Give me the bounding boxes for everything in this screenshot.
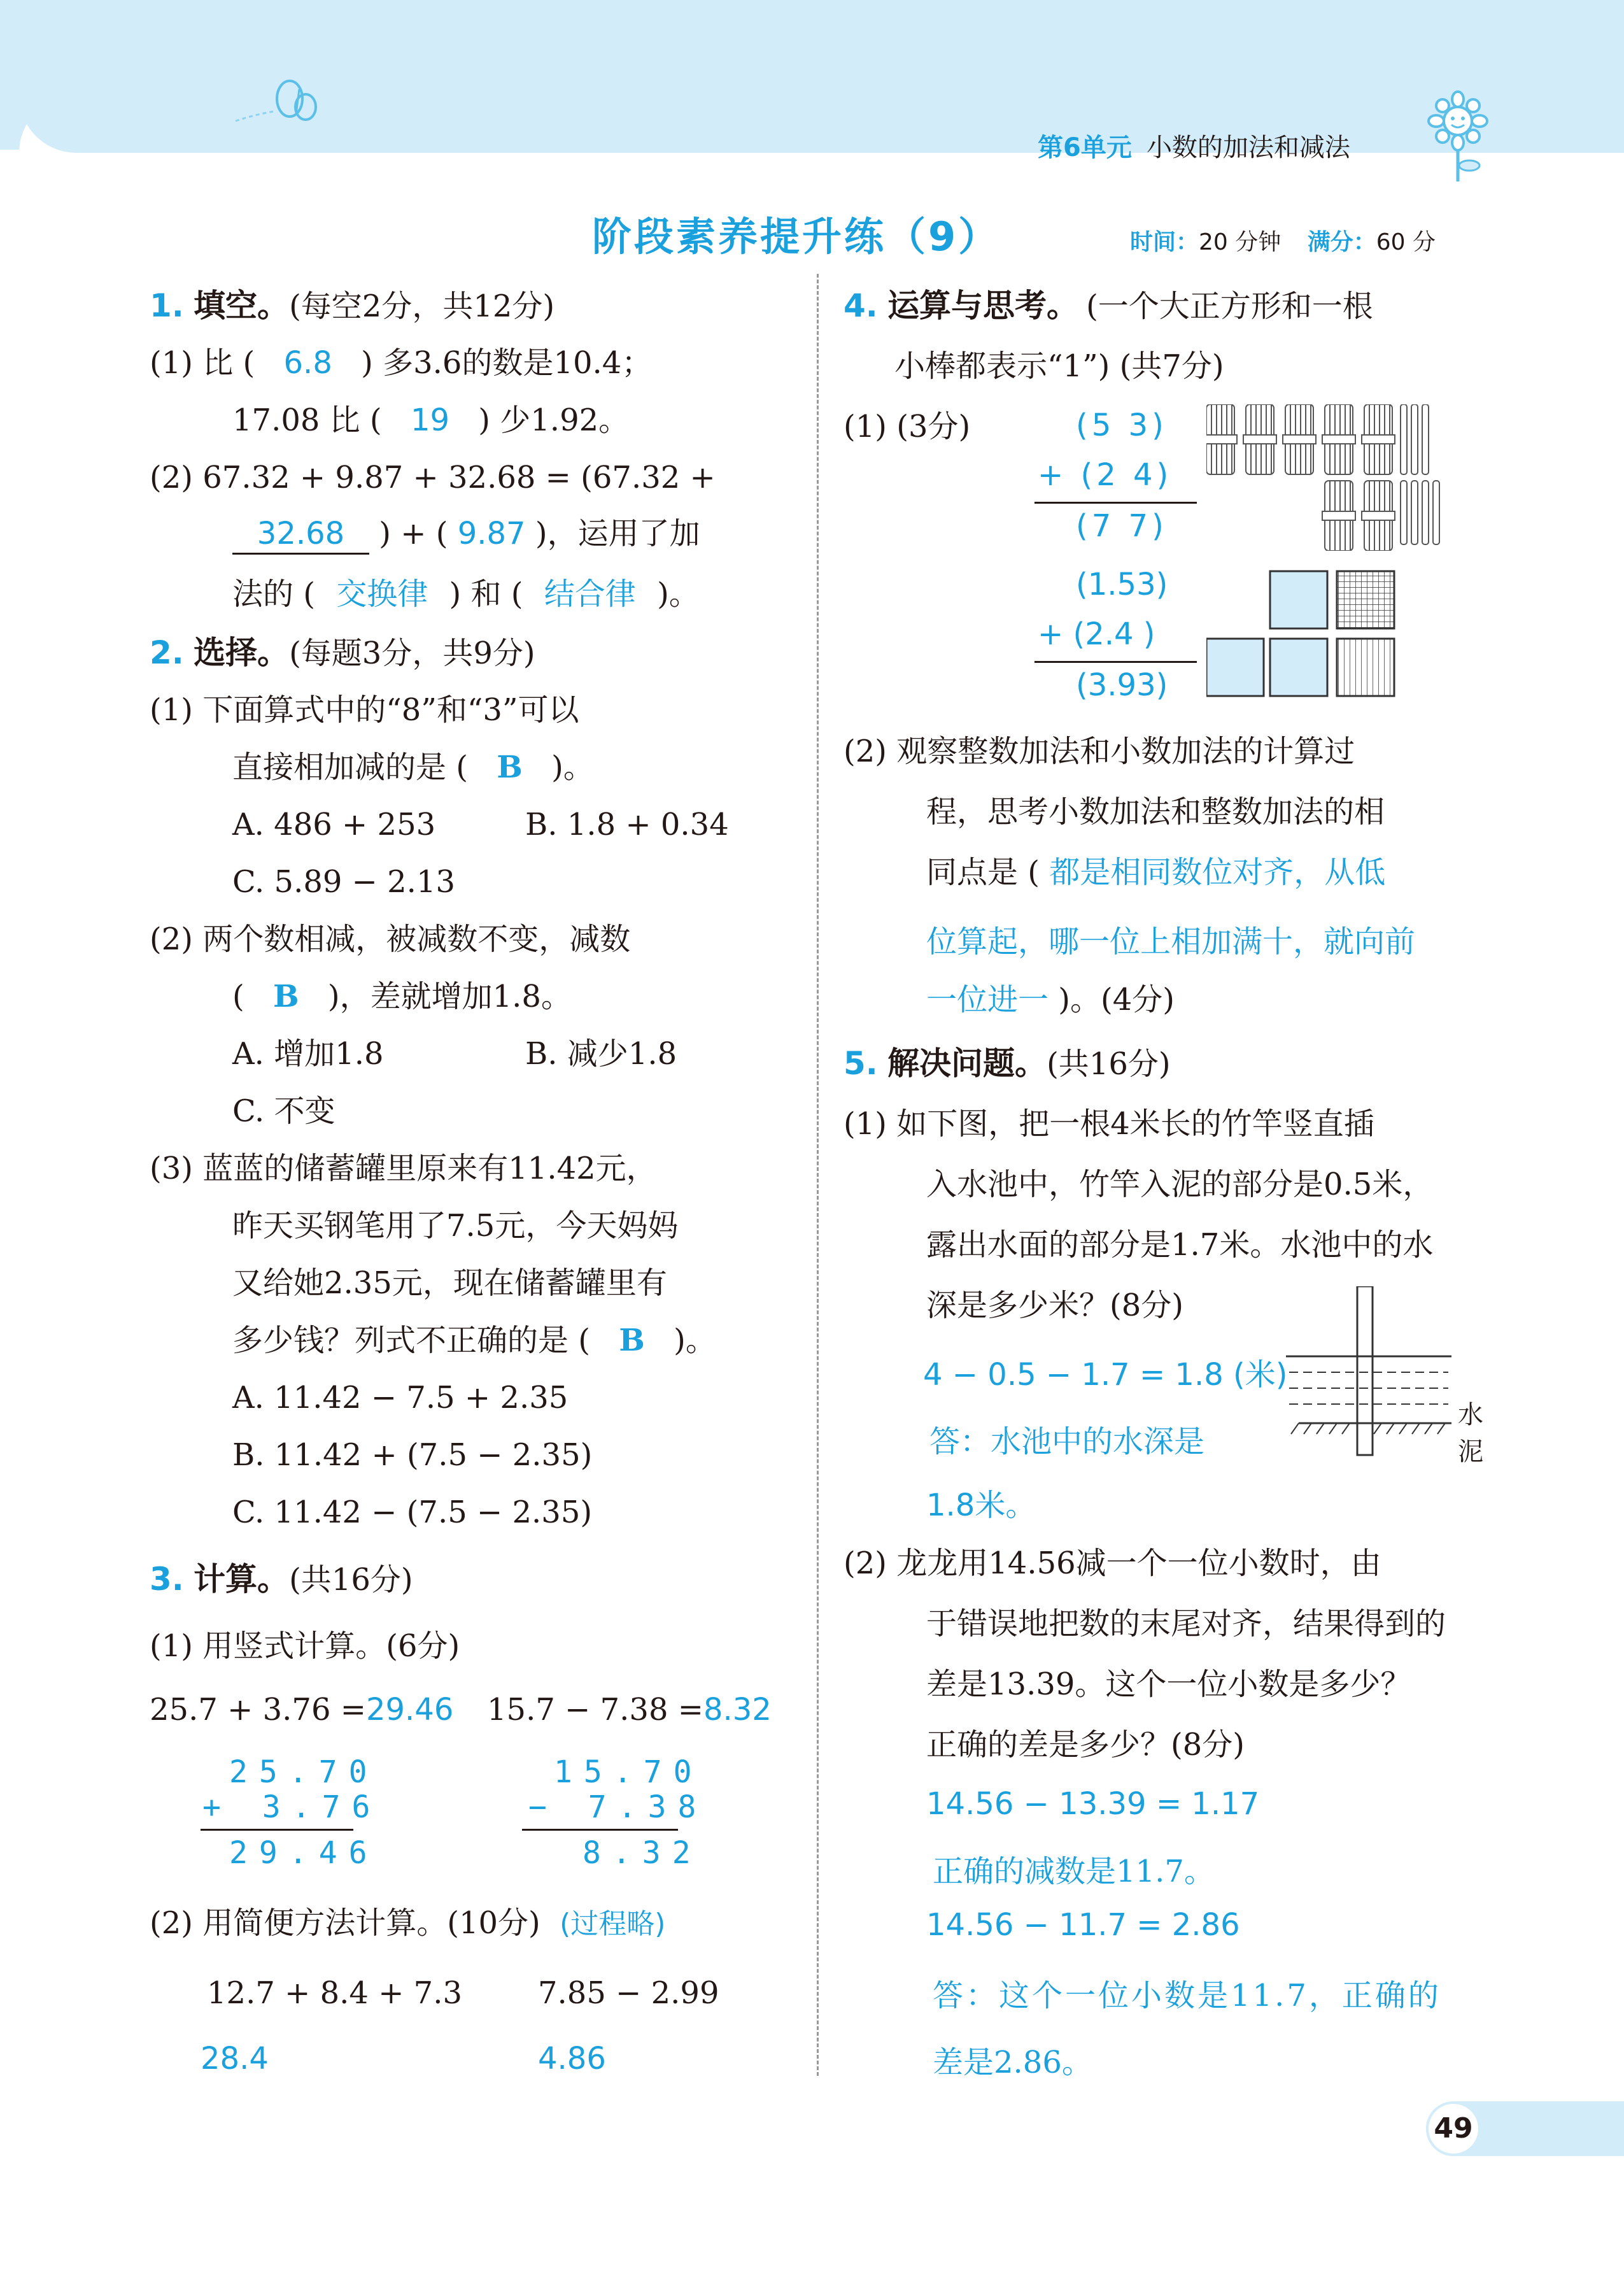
q1-title: 填空。 bbox=[194, 287, 290, 324]
q3-expr1-text: 25.7 + 3.76 = bbox=[150, 1692, 366, 1728]
q2-p2-text-b: )，差就增加1.8。 bbox=[327, 979, 572, 1014]
q1-p2-answer4: 结合律 bbox=[544, 576, 636, 612]
q2-p3-optA: A. 11.42 − 7.5 + 2.35 bbox=[232, 1380, 568, 1416]
unit-header bbox=[1038, 127, 1350, 164]
time-label: 时间： bbox=[1130, 229, 1199, 255]
vcalc2-row3: 8.32 bbox=[583, 1835, 702, 1871]
q5-p1-line4: 深是多少米？(8分) bbox=[926, 1288, 1183, 1323]
q3-expr3-answer: 28.4 bbox=[201, 2041, 269, 2077]
butterfly-icon bbox=[229, 76, 325, 134]
vcalc2-row2: − 7.38 bbox=[528, 1789, 708, 1825]
q1-p1-text-a: (1) 比 ( bbox=[150, 345, 255, 381]
sunflower-icon bbox=[1420, 89, 1496, 185]
q4-title: 运算与思考。 bbox=[887, 287, 1079, 324]
q2-p2-optB: B. 减少1.8 bbox=[525, 1036, 677, 1072]
q2-p2-answer: B bbox=[273, 979, 299, 1014]
q4-add2-row2: + (2.4 ) bbox=[1038, 616, 1155, 652]
unit-label: 第6单元 bbox=[1038, 133, 1132, 162]
q3-expr1-answer: 29.46 bbox=[365, 1692, 454, 1728]
q3-expr3: 12.7 + 8.4 + 7.3 bbox=[207, 1975, 463, 2011]
q1-p2-text-d: ) 和 ( bbox=[449, 576, 523, 612]
q1-p2-answer1: 32.68 bbox=[232, 515, 369, 555]
q2-p2-optC: C. 不变 bbox=[232, 1093, 335, 1129]
q3-heading bbox=[150, 1560, 413, 1599]
q2-heading bbox=[150, 634, 535, 672]
q4-p2-answer2: 位算起，哪一位上相加满十，就向前 bbox=[926, 924, 1416, 960]
q3-p2 bbox=[150, 1904, 665, 1943]
q3-p2-text: (2) 用简便方法计算。(10分) bbox=[150, 1905, 540, 1941]
q2-p3-text-b: )。 bbox=[674, 1323, 716, 1358]
q2-p2-text-a: ( bbox=[232, 979, 244, 1014]
q4-add1-line bbox=[1034, 502, 1197, 504]
q3-expr2 bbox=[487, 1691, 772, 1729]
q4-p2-line3 bbox=[926, 853, 1385, 891]
q1-p1-line2 bbox=[232, 401, 629, 439]
q2-p1-line2 bbox=[232, 748, 594, 786]
q4-add1-row2: + (2 4) bbox=[1038, 457, 1173, 493]
q4-add2-row1: (1.53) bbox=[1076, 567, 1168, 602]
q1-p1-text-c: 17.08 比 ( bbox=[232, 402, 382, 438]
vcalc2-row1: 15.70 bbox=[554, 1754, 703, 1790]
q4-add2-line bbox=[1034, 661, 1197, 663]
q5-p2-line2: 于错误地把数的末尾对齐，结果得到的 bbox=[926, 1606, 1446, 1642]
q5-title: 解决问题。 bbox=[887, 1045, 1047, 1082]
vcalc2-line bbox=[522, 1829, 678, 1831]
q1-p2-text-end: )，运用了加 bbox=[535, 516, 700, 551]
q3-expr1 bbox=[150, 1691, 453, 1729]
column-divider bbox=[817, 274, 819, 2076]
q4-p2-line2: 程，思考小数加法和整数加法的相 bbox=[926, 794, 1385, 830]
q5-number: 5. bbox=[844, 1045, 878, 1082]
q5-p1-answer3: 1.8米。 bbox=[926, 1487, 1036, 1523]
q1-p2-answer2: 9.87 bbox=[457, 516, 526, 551]
q2-p3-line1: (3) 蓝蓝的储蓄罐里原来有11.42元， bbox=[150, 1151, 657, 1186]
q1-p2-answer3: 交换律 bbox=[336, 576, 428, 612]
q4-p2-text-b: )。(4分) bbox=[1058, 982, 1175, 1018]
q2-p1-text-a: 直接相加减的是 ( bbox=[232, 749, 468, 785]
q5-heading bbox=[844, 1044, 1171, 1083]
q3-expr4: 7.85 − 2.99 bbox=[538, 1975, 719, 2011]
q2-p1-text-b: )。 bbox=[551, 749, 594, 785]
q2-p2-optA: A. 增加1.8 bbox=[232, 1036, 384, 1072]
q2-p3-line3: 又给她2.35元，现在储蓄罐里有 bbox=[232, 1265, 667, 1301]
q1-number: 1. bbox=[150, 287, 184, 324]
q1-heading bbox=[150, 287, 554, 325]
q3-title: 计算。 bbox=[194, 1561, 290, 1598]
time-value: 20 分钟 bbox=[1199, 229, 1282, 255]
unit-name: 小数的加法和减法 bbox=[1146, 133, 1350, 162]
q2-p3-answer: B bbox=[619, 1323, 645, 1358]
q4-p1: (1) (3分) bbox=[844, 409, 971, 444]
q4-p2-answer1: 都是相同数位对齐，从低 bbox=[1049, 855, 1386, 890]
q2-p1-line1: (1) 下面算式中的“8”和“3”可以 bbox=[150, 692, 579, 728]
vcalc1-line bbox=[201, 1829, 353, 1831]
q2-title: 选择。 bbox=[194, 634, 290, 671]
q4-heading bbox=[844, 287, 1373, 325]
q1-p2-text-mid: ) + ( bbox=[379, 516, 448, 551]
q2-p3-line2: 昨天买钢笔用了7.5元，今天妈妈 bbox=[232, 1208, 679, 1244]
q5-p1-line3: 露出水面的部分是1.7米。水池中的水 bbox=[926, 1227, 1434, 1263]
q4-score-line2: 小棒都表示“1”) (共7分) bbox=[894, 348, 1224, 384]
q2-p3-text-a: 多少钱？列式不正确的是 ( bbox=[232, 1323, 590, 1358]
q1-p2-text-e: )。 bbox=[657, 576, 700, 612]
q2-p1-optA: A. 486 + 253 bbox=[232, 807, 436, 842]
q3-p2-note: (过程略) bbox=[560, 1908, 666, 1940]
q1-p2-line2 bbox=[232, 515, 700, 555]
q5-p2-answer4: 答：这个一位小数是11.7，正确的 bbox=[933, 1978, 1441, 2013]
score-label: 满分： bbox=[1307, 229, 1376, 255]
page-title: 阶段素养提升练（9） bbox=[592, 213, 1001, 260]
q1-p2-line1: (2) 67.32 + 9.87 + 32.68 = (67.32 + bbox=[150, 460, 716, 495]
q3-number: 3. bbox=[150, 1561, 184, 1598]
score-value: 60 分 bbox=[1376, 229, 1436, 255]
q4-p2-text-a: 同点是 ( bbox=[926, 855, 1040, 890]
q3-expr2-answer: 8.32 bbox=[703, 1692, 772, 1728]
q4-add1-row3: (7 7) bbox=[1076, 508, 1168, 544]
q2-p1-answer: B bbox=[497, 749, 523, 785]
q3-score: (共16分) bbox=[289, 1562, 413, 1598]
q5-p2-answer1: 14.56 − 13.39 = 1.17 bbox=[926, 1786, 1260, 1822]
q1-score: (每空2分，共12分) bbox=[289, 288, 555, 324]
q2-number: 2. bbox=[150, 634, 184, 671]
q2-score: (每题3分，共9分) bbox=[289, 635, 535, 671]
q5-p2-answer2: 正确的减数是11.7。 bbox=[933, 1854, 1215, 1889]
q3-p1: (1) 用竖式计算。(6分) bbox=[150, 1628, 460, 1664]
q2-p2-line2 bbox=[232, 977, 572, 1016]
q2-p3-optB: B. 11.42 + (7.5 − 2.35) bbox=[232, 1437, 593, 1473]
q5-p1-answer1: 4 − 0.5 − 1.7 = 1.8 (米) bbox=[923, 1357, 1288, 1393]
decimal-squares-figure bbox=[1206, 570, 1410, 700]
page-number: 49 bbox=[1426, 2101, 1481, 2156]
q5-p1-line2: 入水池中，竹竿入泥的部分是0.5米， bbox=[926, 1167, 1434, 1202]
q2-p1-optC: C. 5.89 − 2.13 bbox=[232, 864, 456, 900]
time-info bbox=[1130, 224, 1436, 257]
q2-p1-optB: B. 1.8 + 0.34 bbox=[525, 807, 729, 842]
q1-p1-line1 bbox=[150, 344, 652, 382]
q5-p1-line1: (1) 如下图，把一根4米长的竹竿竖直插 bbox=[844, 1106, 1374, 1142]
q4-p2-answer3: 一位进一 bbox=[926, 982, 1049, 1018]
q1-p1-text-b: ) 多3.6的数是10.4； bbox=[361, 345, 653, 381]
q5-p2-line3: 差是13.39。这个一位小数是多少？ bbox=[926, 1666, 1411, 1702]
vcalc1-row2: + 3.76 bbox=[202, 1789, 382, 1825]
pond-label-mud: 泥 bbox=[1458, 1437, 1483, 1466]
vcalc1-row3: 29.46 bbox=[229, 1835, 379, 1871]
q1-p1-answer1: 6.8 bbox=[283, 345, 332, 381]
q5-p2-answer3: 14.56 − 11.7 = 2.86 bbox=[926, 1907, 1240, 1943]
q2-p3-optC: C. 11.42 − (7.5 − 2.35) bbox=[232, 1494, 593, 1530]
q2-p2-line1: (2) 两个数相减，被减数不变，减数 bbox=[150, 921, 631, 957]
q3-expr4-answer: 4.86 bbox=[538, 2041, 606, 2077]
q4-add2-row3: (3.93) bbox=[1076, 667, 1168, 703]
q1-p1-answer2: 19 bbox=[410, 402, 450, 438]
bundled-sticks-figure bbox=[1206, 404, 1499, 551]
q4-p2-line5 bbox=[926, 981, 1175, 1019]
q3-expr2-text: 15.7 − 7.38 = bbox=[487, 1692, 703, 1728]
pond-label-water: 水 bbox=[1458, 1400, 1483, 1430]
q4-p2-line1: (2) 观察整数加法和小数加法的计算过 bbox=[844, 734, 1355, 769]
q1-p2-line3 bbox=[232, 575, 700, 613]
q1-p1-text-d: ) 少1.92。 bbox=[478, 402, 630, 438]
q5-p2-answer5: 差是2.86。 bbox=[933, 2045, 1092, 2080]
q5-score: (共16分) bbox=[1047, 1046, 1171, 1082]
q5-p2-line1: (2) 龙龙用14.56减一个一位小数时，由 bbox=[844, 1545, 1381, 1581]
q1-p2-text-c: 法的 ( bbox=[232, 576, 315, 612]
vcalc1-row1: 25.70 bbox=[229, 1754, 379, 1790]
q4-score: (一个大正方形和一根 bbox=[1086, 288, 1373, 324]
q5-p2-line4: 正确的差是多少？(8分) bbox=[926, 1727, 1245, 1763]
q5-p1-answer2: 答：水池中的水深是 bbox=[929, 1424, 1205, 1459]
q4-number: 4. bbox=[844, 287, 878, 324]
q2-p3-line4 bbox=[232, 1321, 716, 1360]
q4-add1-row1: (5 3) bbox=[1076, 408, 1168, 443]
